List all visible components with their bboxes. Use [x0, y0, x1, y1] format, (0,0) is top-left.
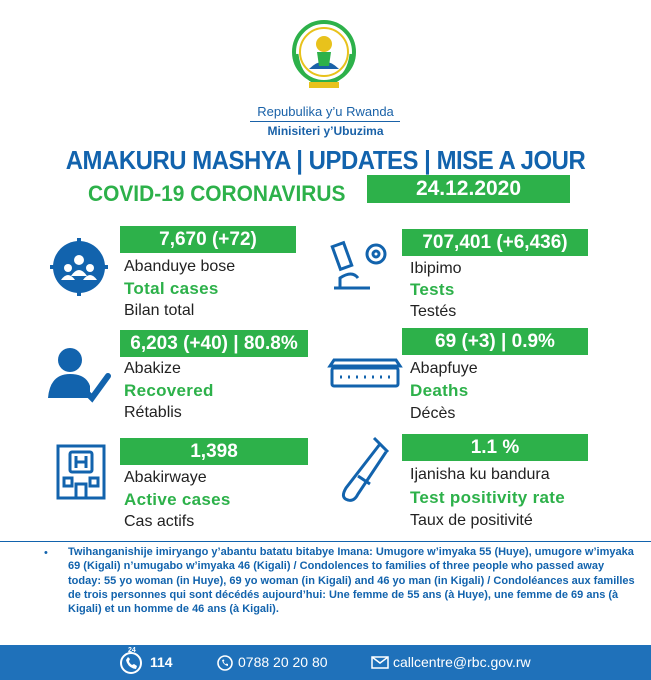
positivity-en: Test positivity rate	[410, 488, 565, 507]
positivity-value: 1.1 %	[402, 434, 588, 461]
recovered-rw: Abakize	[124, 360, 181, 377]
microscope-icon	[326, 230, 392, 296]
coffin-icon	[326, 352, 404, 392]
total-cases-value: 7,670 (+72)	[120, 226, 296, 253]
active-cases-rw: Abakirwaye	[124, 469, 207, 486]
hospital-icon	[52, 440, 110, 502]
date-badge: 24.12.2020	[367, 175, 570, 203]
deaths-rw: Abapfuye	[410, 360, 478, 377]
active-cases-fr: Cas actifs	[124, 513, 195, 530]
whatsapp-icon	[217, 655, 233, 671]
recovered-value: 6,203 (+40) | 80.8%	[120, 330, 308, 357]
recovered-fr: Rétablis	[124, 404, 182, 421]
tests-fr: Testés	[410, 303, 457, 320]
recovered-en: Recovered	[124, 381, 214, 400]
tests-en: Tests	[410, 280, 455, 299]
people-virus-icon	[50, 238, 108, 296]
headline: AMAKURU MASHYA | UPDATES | MISE A JOUR	[65, 145, 586, 175]
test-tube-icon	[330, 432, 396, 506]
positivity-rw: Ijanisha ku bandura	[410, 466, 550, 483]
phone-24-icon	[119, 651, 145, 675]
covid-subtitle: COVID-19 CORONAVIRUS	[88, 181, 346, 206]
condolences-text: Twihanganishije imiryango y’abantu batatu bitabye Imana: Umugore w’imyaka 55 (Huye), umugore w’imyaka 69 (Kigali) n’umugabo w’imyaka 46 (Kigali) / Condolences to families of three people who passed away today: 55 yo woman (in Huye), 69 yo woman (in Kigali) and 46 yo man (in Kigali) / Condoléances aux familles de trois personnes qui sont décédés aujourd’hui: Une femme de 55 ans (à Huye), une femme de 69 ans (à Kigali) et un homme de 46 ans (à Kigali).	[68, 546, 635, 616]
deaths-fr: Décès	[410, 405, 456, 422]
ministry-name: Minisiteri y’Ubuzima	[267, 124, 384, 138]
deaths-value: 69 (+3) | 0.9%	[402, 328, 588, 355]
email-icon	[371, 656, 389, 669]
total-cases-fr: Bilan total	[124, 302, 195, 319]
rwanda-seal-logo	[289, 14, 359, 94]
email-address[interactable]: callcentre@rbc.gov.rw	[393, 654, 531, 670]
total-cases-rw: Abanduye bose	[124, 258, 236, 275]
total-cases-en: Total cases	[124, 279, 219, 298]
whatsapp-number[interactable]: 0788 20 20 80	[238, 654, 328, 670]
positivity-fr: Taux de positivité	[410, 512, 533, 529]
tests-value: 707,401 (+6,436)	[402, 229, 588, 256]
divider	[250, 121, 400, 122]
person-check-icon	[46, 346, 112, 404]
deaths-en: Deaths	[410, 381, 469, 400]
hotline-badge: 24	[128, 647, 136, 654]
notice-bullet: •	[44, 547, 48, 559]
republic-name: Repubulika y’u Rwanda	[257, 104, 394, 119]
hotline-number[interactable]: 114	[150, 654, 173, 670]
tests-rw: Ibipimo	[410, 260, 462, 277]
active-cases-en: Active cases	[124, 490, 231, 509]
active-cases-value: 1,398	[120, 438, 308, 465]
contact-footer	[0, 645, 651, 680]
